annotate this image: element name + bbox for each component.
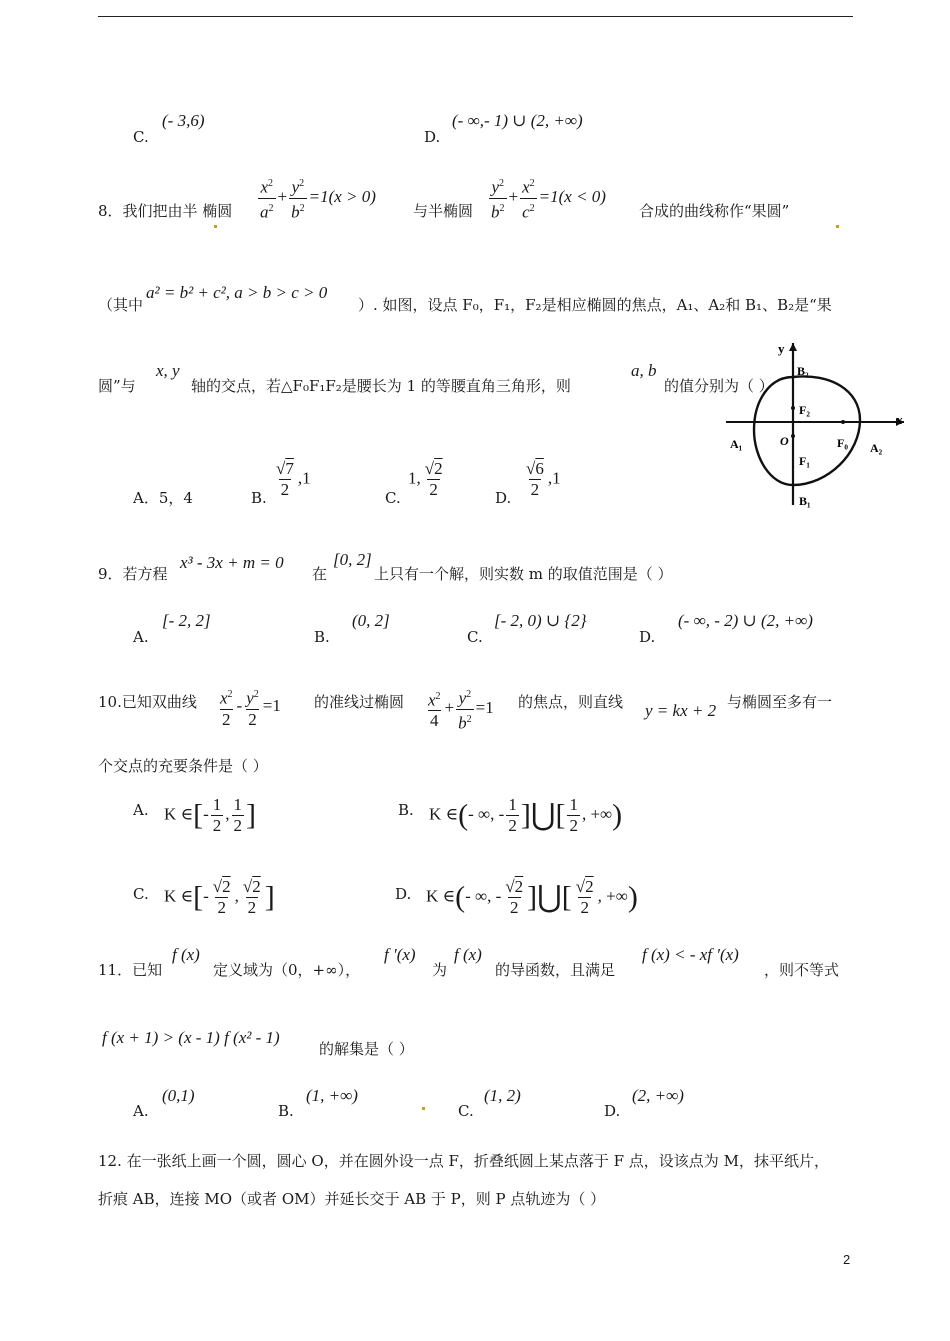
fig-label-f2: F₂ bbox=[799, 403, 810, 417]
q8-condition: a² = b² + c², a > b > c > 0 bbox=[146, 283, 328, 302]
q11-condition: f (x) < - xf ′(x) bbox=[642, 945, 739, 964]
q7-option-c-label: C. bbox=[133, 128, 149, 146]
q9-text-3: 上只有一个解，则实数 m 的取值范围是（ ） bbox=[374, 565, 673, 583]
q8-option-d-expr: $\frac{√6}{2}$ ,1 bbox=[526, 459, 561, 499]
q7-option-d-expr: (- ∞,- 1) ∪ (2, +∞) bbox=[452, 111, 583, 130]
q8-text-2: 与半椭圆 bbox=[413, 202, 474, 220]
q10-ellipse: $\frac{x^2}{4}$ + $\frac{y^2}{b^2}$ =1 bbox=[428, 688, 494, 733]
q8-text-5: ）. 如图，设点 F₀，F₁，F₂是相应椭圆的焦点，A₁、A₂和 B₁、B₂是“果 bbox=[358, 296, 832, 314]
fig-label-y: y bbox=[778, 341, 785, 356]
q9-option-c-label: C. bbox=[467, 628, 483, 646]
q11-text-4: 的导函数，且满足 bbox=[495, 961, 616, 979]
q10-option-b-label: B. bbox=[398, 801, 414, 819]
q10-option-b-expr: K ∈(- ∞, - $\frac{1}{2}$ ]⋃[ $\frac{1}{2}$ , +∞) bbox=[429, 795, 623, 835]
q10-option-d-label: D. bbox=[395, 885, 412, 903]
q11-option-d-expr: (2, +∞) bbox=[632, 1086, 684, 1105]
q11-inequality: f (x + 1) > (x - 1) f (x² - 1) bbox=[102, 1028, 280, 1047]
q10-text-3: 的焦点，则直线 bbox=[518, 693, 624, 711]
q8-ell2-rest: =1(x < 0) bbox=[538, 187, 606, 207]
q8-text-4: （其中 bbox=[98, 296, 144, 314]
q8-half-ellipse-1: $\frac{x^2}{a^2}$ + $\frac{y^2}{b^2}$ =1(x > 0) bbox=[260, 177, 376, 222]
page-number: 2 bbox=[843, 1252, 851, 1267]
q9-option-c-expr: [- 2, 0) ∪ {2} bbox=[494, 611, 587, 630]
q11-text-5: ，则不等式 bbox=[764, 961, 840, 979]
fig-label-o: O bbox=[780, 434, 789, 448]
q8-half-ellipse-2: $\frac{y^2}{b^2}$ + $\frac{x^2}{c^2}$ =1(x < 0) bbox=[491, 177, 606, 222]
q10-option-a-expr: K ∈[- $\frac{1}{2}$ , $\frac{1}{2}$ ] bbox=[164, 795, 257, 835]
q10-text-2: 的准线过椭圆 bbox=[314, 693, 405, 711]
q7-option-d-label: D. bbox=[424, 128, 441, 146]
q8-text-3: 合成的曲线称作“果圆” bbox=[639, 202, 790, 220]
q10-text-4: 与椭圆至多有一 bbox=[727, 693, 833, 711]
q11-text-2: 定义域为（0，+∞）， bbox=[213, 961, 361, 979]
q9-text-2: 在 bbox=[312, 565, 328, 583]
q8-option-d-label: D. bbox=[495, 489, 512, 507]
q11-option-a-label: A. bbox=[133, 1102, 149, 1120]
q8-text-1: 8．我们把由半 椭圆 bbox=[98, 202, 233, 220]
q10-text-5: 个交点的充要条件是（ ） bbox=[98, 757, 268, 775]
q9-option-b-label: B. bbox=[314, 628, 330, 646]
fig-label-b1: B₁ bbox=[799, 494, 811, 508]
q10-hyperbola: $\frac{x^2}{2}$ - $\frac{y^2}{2}$ =1 bbox=[220, 688, 281, 729]
q11-option-b-label: B. bbox=[278, 1102, 294, 1120]
q11-fx-2: f (x) bbox=[454, 945, 482, 964]
q8-option-c-expr: 1, $\frac{√2}{2}$ bbox=[408, 459, 443, 499]
q9-option-d-expr: (- ∞, - 2) ∪ (2, +∞) bbox=[678, 611, 813, 630]
q10-option-a-label: A. bbox=[133, 801, 149, 819]
q11-fpx: f ′(x) bbox=[384, 945, 416, 964]
fig-label-a2: A₂ bbox=[870, 441, 883, 455]
q11-text-3: 为 bbox=[432, 961, 448, 979]
q9-equation: x³ - 3x + m = 0 bbox=[180, 553, 284, 572]
q8-option-b-label: B. bbox=[251, 489, 267, 507]
q8-ab: a, b bbox=[631, 361, 657, 380]
fig-label-a1: A₁ bbox=[730, 437, 743, 451]
fig-label-f1: F₁ bbox=[799, 454, 810, 468]
q9-option-a-label: A. bbox=[133, 628, 149, 646]
fig-label-f0: F₀ bbox=[837, 436, 848, 450]
q11-text-6: 的解集是（ ） bbox=[319, 1040, 414, 1058]
q10-line-eq: y = kx + 2 bbox=[645, 701, 717, 720]
q9-text-1: 9．若方程 bbox=[98, 565, 168, 583]
q12-text-2: 折痕 AB，连接 MO（或者 OM）并延长交于 AB 于 P，则 P 点轨迹为（ ） bbox=[98, 1190, 606, 1208]
q11-text-1: 11．已知 bbox=[98, 961, 163, 979]
q7-option-c-expr: (- 3,6) bbox=[162, 111, 205, 130]
q10-option-c-label: C. bbox=[133, 885, 149, 903]
q8-option-c-label: C. bbox=[385, 489, 401, 507]
q12-text-1: 12. 在一张纸上画一个圆，圆心 O，并在圆外设一点 F，折叠纸圆上某点落于 F 点，设该点为 M，抹平纸片， bbox=[98, 1152, 829, 1170]
header-rule bbox=[98, 16, 853, 17]
q11-option-a-expr: (0,1) bbox=[162, 1086, 195, 1105]
q10-text-1: 10.已知双曲线 bbox=[98, 693, 197, 711]
q9-interval: [0, 2] bbox=[333, 550, 372, 569]
q8-option-a: A．5，4 bbox=[133, 489, 193, 507]
q11-option-b-expr: (1, +∞) bbox=[306, 1086, 358, 1105]
q9-option-b-expr: (0, 2] bbox=[352, 611, 390, 630]
q8-xy: x, y bbox=[156, 361, 180, 380]
q8-text-7: 轴的交点，若△F₀F₁F₂是腰长为 1 的等腰直角三角形，则 bbox=[191, 377, 571, 395]
q9-option-d-label: D. bbox=[639, 628, 656, 646]
fig-label-b2: B₂ bbox=[797, 364, 809, 378]
q11-option-c-expr: (1, 2) bbox=[484, 1086, 521, 1105]
fig-label-x: x bbox=[896, 412, 903, 427]
q8-option-b-expr: $\frac{√7}{2}$ ,1 bbox=[276, 459, 311, 499]
q8-text-8: 的值分别为（ ） bbox=[664, 377, 774, 395]
q8-ell1-rest: =1(x > 0) bbox=[308, 187, 376, 207]
q11-option-c-label: C. bbox=[458, 1102, 474, 1120]
fruit-circle-figure bbox=[720, 335, 910, 515]
q10-option-d-expr: K ∈(- ∞, - $\frac{√2}{2}$ ]⋃[ $\frac{√2}{2}$ , +∞) bbox=[426, 877, 638, 917]
q9-option-a-expr: [- 2, 2] bbox=[162, 611, 211, 630]
q10-option-c-expr: K ∈[- $\frac{√2}{2}$ , $\frac{√2}{2}$ ] bbox=[164, 877, 275, 917]
q8-text-6: 圆”与 bbox=[98, 377, 136, 395]
q11-option-d-label: D. bbox=[604, 1102, 621, 1120]
q11-fx-1: f (x) bbox=[172, 945, 200, 964]
